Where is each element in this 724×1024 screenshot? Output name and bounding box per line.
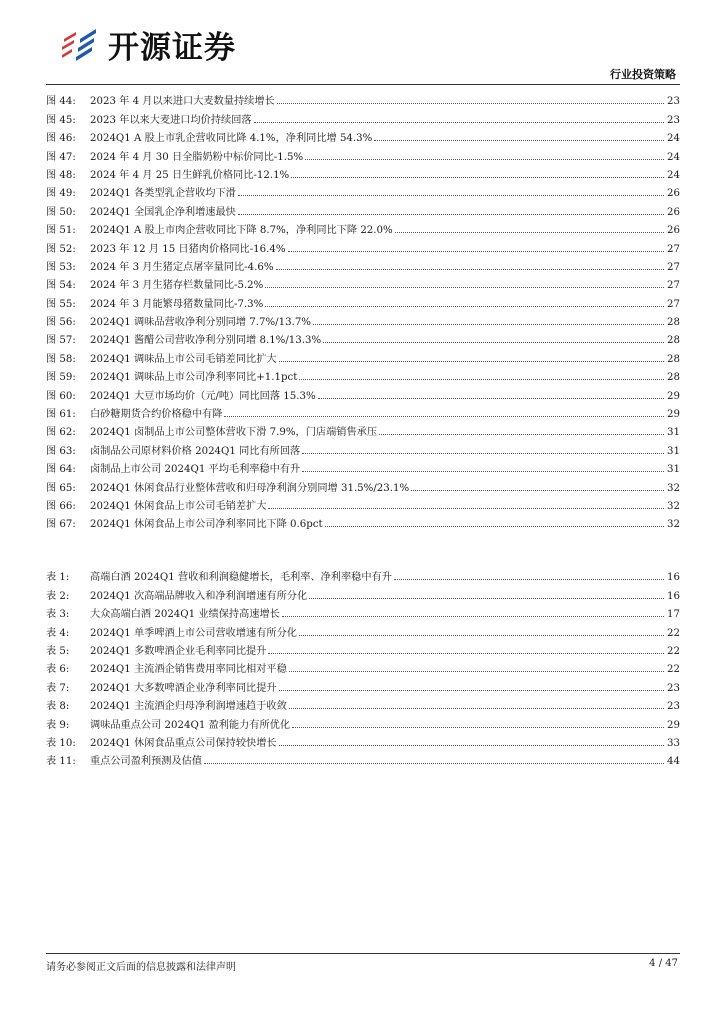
toc-entry-title[interactable]: 大众高端白酒 2024Q1 业绩保持高速增长: [90, 609, 280, 621]
toc-entry-page: 28: [667, 335, 680, 347]
toc-entry-title[interactable]: 2024Q1 大豆市场均价（元/吨）同比回落 15.3%: [90, 390, 316, 402]
footer-disclaimer: 请务必参阅正文后面的信息披露和法律声明: [46, 962, 236, 973]
figure-entry[interactable]: [46, 273, 680, 291]
toc-entry-label: 图 60:: [46, 390, 76, 402]
dot-leader: [323, 342, 664, 343]
toc-entry-title[interactable]: 2024Q1 休闲食品重点公司保持较快增长: [90, 737, 277, 749]
dot-leader: [265, 287, 664, 288]
table-entry[interactable]: [46, 565, 680, 583]
figure-entry[interactable]: [46, 218, 680, 236]
toc-entry-title[interactable]: 2024Q1 全国乳企净利增速最快: [90, 206, 236, 218]
toc-entry-title[interactable]: 2024Q1 休闲食品上市公司净利率同比下降 0.6pct: [90, 519, 323, 531]
toc-entry-title[interactable]: 2024Q1 卤制品上市公司整体营收下滑 7.9%，门店端销售承压: [90, 427, 378, 439]
dot-leader: [289, 708, 664, 709]
figure-entry[interactable]: [46, 402, 680, 420]
dot-leader: [302, 453, 664, 454]
toc-entry-title[interactable]: 调味品重点公司 2024Q1 盈利能力有所优化: [90, 719, 291, 731]
toc-entry-page: 17: [667, 609, 680, 621]
dot-leader: [282, 616, 664, 617]
figure-entry[interactable]: [46, 163, 680, 181]
dot-leader: [395, 232, 664, 233]
dot-leader: [291, 177, 664, 178]
toc-entry-label: 图 61:: [46, 409, 76, 421]
toc-entry-label: 表 11:: [46, 756, 76, 768]
dot-leader: [279, 361, 664, 362]
table-list: [46, 565, 680, 767]
toc-entry-label: 表 2:: [46, 590, 70, 602]
table-entry[interactable]: [46, 675, 680, 693]
toc-entry-label: 图 57:: [46, 335, 76, 347]
toc-entry-label: 表 3:: [46, 609, 70, 621]
figure-entry[interactable]: [46, 365, 680, 383]
toc-entry-page: 28: [667, 372, 680, 384]
toc-entry-label: 表 8:: [46, 701, 70, 713]
toc-entry-label: 表 1:: [46, 572, 70, 584]
toc-entry-page: 27: [667, 280, 680, 292]
dot-leader: [279, 690, 664, 691]
toc-entry-page: 31: [667, 464, 680, 476]
dot-leader: [279, 745, 664, 746]
toc-entry-label: 图 51:: [46, 225, 76, 237]
dot-leader: [276, 269, 664, 270]
toc-entry-page: 26: [667, 188, 680, 200]
toc-entry-label: 表 5:: [46, 645, 70, 657]
toc-entry-title[interactable]: 2024Q1 单季啤酒上市公司营收增速有所分化: [90, 627, 297, 639]
toc-entry-label: 图 64:: [46, 464, 76, 476]
toc-entry-label: 图 53:: [46, 261, 76, 273]
toc-entry-page: 23: [667, 682, 680, 694]
toc-entry-title[interactable]: 2024 年 3 月生猪存栏数量同比-5.2%: [90, 280, 264, 292]
table-entry[interactable]: [46, 712, 680, 730]
toc-entry-page: 27: [667, 298, 680, 310]
toc-entry-title[interactable]: 2023 年 12 月 15 日猪肉价格同比-16.4%: [90, 243, 286, 255]
toc-entry-title[interactable]: 2024 年 3 月生猪定点屠宰量同比-4.6%: [90, 261, 274, 273]
dot-leader: [299, 635, 664, 636]
dot-leader: [277, 103, 664, 104]
toc-entry-page: 24: [667, 133, 680, 145]
toc-entry-page: 23: [667, 114, 680, 126]
toc-entry-title[interactable]: 2024Q1 各类型乳企营收均下滑: [90, 188, 236, 200]
toc-entry-page: 24: [667, 169, 680, 181]
toc-entry-page: 29: [667, 719, 680, 731]
toc-entry-label: 表 6:: [46, 664, 70, 676]
dot-leader: [318, 398, 664, 399]
toc-entry-page: 23: [667, 96, 680, 108]
toc-entry-title[interactable]: 卤制品公司原材料价格 2024Q1 同比有所回落: [90, 445, 301, 457]
toc-entry-label: 图 56:: [46, 317, 76, 329]
dot-leader: [379, 434, 664, 435]
toc-entry-label: 图 52:: [46, 243, 76, 255]
dot-leader: [305, 159, 664, 160]
toc-entry-label: 图 62:: [46, 427, 76, 439]
dot-leader: [374, 140, 664, 141]
figure-entry[interactable]: [46, 475, 680, 493]
toc-entry-page: 44: [667, 756, 680, 768]
table-entry[interactable]: [46, 731, 680, 749]
figure-entry[interactable]: [46, 420, 680, 438]
toc-entry-page: 31: [667, 445, 680, 457]
figure-entry[interactable]: [46, 255, 680, 273]
figure-entry[interactable]: [46, 310, 680, 328]
toc-entry-label: 图 54:: [46, 280, 76, 292]
toc-entry-page: 32: [667, 519, 680, 531]
toc-entry-title[interactable]: 2024Q1 调味品上市公司净利率同比+1.1pct: [90, 372, 298, 384]
figure-entry[interactable]: [46, 512, 680, 530]
dot-leader: [292, 727, 664, 728]
toc-entry-label: 图 48:: [46, 169, 76, 181]
table-entry[interactable]: [46, 583, 680, 601]
toc-entry-label: 图 58:: [46, 353, 76, 365]
toc-entry-title[interactable]: 2024Q1 调味品营收净利分别同增 7.7%/13.7%: [90, 317, 311, 329]
table-entry[interactable]: [46, 620, 680, 638]
section-label: 行业投资策略: [610, 68, 676, 81]
toc-entry-title[interactable]: 2024 年 4 月 30 日全脂奶粉中标价同比-1.5%: [90, 151, 304, 163]
toc-entry-title[interactable]: 卤制品上市公司 2024Q1 平均毛利率稳中有升: [90, 464, 301, 476]
brand-name: 开源证券: [108, 30, 236, 66]
figure-entry[interactable]: [46, 199, 680, 217]
dot-leader: [302, 471, 664, 472]
kaiyuan-logo-icon: [58, 25, 100, 65]
toc-entry-page: 22: [667, 645, 680, 657]
toc-entry-label: 图 49:: [46, 188, 76, 200]
toc-entry-label: 图 67:: [46, 519, 76, 531]
toc-entry-page: 26: [667, 206, 680, 218]
page-number: 4 / 47: [649, 958, 678, 969]
figure-entry[interactable]: [46, 291, 680, 309]
toc-entry-page: 31: [667, 427, 680, 439]
toc-entry-label: 图 44:: [46, 96, 76, 108]
figure-entry[interactable]: [46, 89, 680, 107]
dot-leader: [254, 122, 664, 123]
figure-entry[interactable]: [46, 494, 680, 512]
toc-entry-label: 图 66:: [46, 500, 76, 512]
dot-leader: [394, 579, 664, 580]
toc-entry-label: 图 45:: [46, 114, 76, 126]
toc-entry-page: 22: [667, 664, 680, 676]
toc-entry-title[interactable]: 2024Q1 休闲食品行业整体营收和归母净利润分别同增 31.5%/23.1%: [90, 482, 410, 494]
dot-leader: [325, 526, 664, 527]
toc-entry-title[interactable]: 2024Q1 A 股上市乳企营收同比降 4.1%，净利同比增 54.3%: [90, 133, 373, 145]
toc-entry-label: 表 4:: [46, 627, 70, 639]
toc-entry-title[interactable]: 高端白酒 2024Q1 营收和利润稳健增长，毛利率、净利率稳中有升: [90, 572, 392, 584]
toc-entry-title[interactable]: 2024 年 4 月 25 日生鲜乳价格同比-12.1%: [90, 169, 290, 181]
toc-entry-page: 27: [667, 243, 680, 255]
table-entry[interactable]: [46, 639, 680, 657]
toc-entry-page: 33: [667, 737, 680, 749]
toc-entry-label: 图 55:: [46, 298, 76, 310]
figure-entry[interactable]: [46, 383, 680, 401]
dot-leader: [411, 490, 664, 491]
dot-leader: [288, 251, 664, 252]
dot-leader: [238, 195, 664, 196]
toc-entry-title[interactable]: 重点公司盈利预测及估值: [90, 756, 203, 768]
toc-entry-page: 28: [667, 317, 680, 329]
toc-entry-label: 图 50:: [46, 206, 76, 218]
toc-entry-page: 16: [667, 590, 680, 602]
dot-leader: [204, 763, 664, 764]
footer-divider: [46, 953, 680, 954]
toc-entry-page: 32: [667, 500, 680, 512]
toc-entry-title[interactable]: 2024Q1 大多数啤酒企业净利率同比提升: [90, 682, 277, 694]
toc-entry-page: 28: [667, 353, 680, 365]
toc-entry-title[interactable]: 2024Q1 主流酒企归母净利润增速趋于收敛: [90, 701, 287, 713]
toc-entry-title[interactable]: 白砂糖期货合约价格稳中有降: [90, 409, 223, 421]
dot-leader: [238, 214, 664, 215]
toc-entry-page: 16: [667, 572, 680, 584]
dot-leader: [309, 598, 664, 599]
figure-entry[interactable]: [46, 438, 680, 456]
figure-entry[interactable]: [46, 144, 680, 162]
dot-leader: [299, 379, 664, 380]
table-entry[interactable]: [46, 602, 680, 620]
toc-entry-page: 26: [667, 225, 680, 237]
header-divider: [46, 84, 680, 85]
toc-entry-title[interactable]: 2024 年 3 月能繁母猪数量同比-7.3%: [90, 298, 264, 310]
toc-entry-page: 22: [667, 627, 680, 639]
toc-entry-page: 23: [667, 701, 680, 713]
toc-entry-title[interactable]: 2024Q1 酱醋公司营收净利分别同增 8.1%/13.3%: [90, 335, 322, 347]
dot-leader: [265, 306, 664, 307]
table-entry[interactable]: [46, 657, 680, 675]
toc-entry-page: 29: [667, 390, 680, 402]
toc-entry-page: 32: [667, 482, 680, 494]
toc-entry-page: 24: [667, 151, 680, 163]
toc-entry-page: 29: [667, 409, 680, 421]
toc-entry-title[interactable]: 2024Q1 A 股上市肉企营收同比下降 8.7%，净利同比下降 22.0%: [90, 225, 393, 237]
toc-entry-label: 图 59:: [46, 372, 76, 384]
toc-entry-label: 图 46:: [46, 133, 76, 145]
toc-entry-title[interactable]: 2024Q1 多数啤酒企业毛利率同比提升: [90, 645, 267, 657]
toc-entry-label: 表 9:: [46, 719, 70, 731]
toc-entry-page: 27: [667, 261, 680, 273]
dot-leader: [224, 416, 664, 417]
toc-entry-title[interactable]: 2024Q1 休闲食品上市公司毛销差扩大: [90, 500, 267, 512]
figure-list: [46, 89, 680, 530]
company-logo: [58, 22, 236, 67]
page-header: [0, 0, 724, 88]
toc-entry-title[interactable]: 2024Q1 主流酒企销售费用率同比相对平稳: [90, 664, 287, 676]
figure-entry[interactable]: [46, 181, 680, 199]
figure-entry[interactable]: [46, 107, 680, 125]
toc-entry-title[interactable]: 2024Q1 调味品上市公司毛销差同比扩大: [90, 353, 277, 365]
table-entry[interactable]: [46, 749, 680, 767]
figure-entry[interactable]: [46, 236, 680, 254]
figure-entry[interactable]: [46, 457, 680, 475]
toc-entry-label: 图 65:: [46, 482, 76, 494]
dot-leader: [268, 653, 664, 654]
toc-entry-label: 表 10:: [46, 737, 76, 749]
toc-entry-title[interactable]: 2023 年 4 月以来进口大麦数量持续增长: [90, 96, 275, 108]
dot-leader: [268, 508, 664, 509]
dot-leader: [313, 324, 664, 325]
toc-entry-title[interactable]: 2023 年以来大麦进口均价持续回落: [90, 114, 252, 126]
figure-entry[interactable]: [46, 346, 680, 364]
table-entry[interactable]: [46, 694, 680, 712]
toc-entry-label: 表 7:: [46, 682, 70, 694]
toc-entry-title[interactable]: 2024Q1 次高端品牌收入和净利润增速有所分化: [90, 590, 308, 602]
dot-leader: [289, 671, 664, 672]
figure-entry[interactable]: [46, 328, 680, 346]
toc-entry-label: 图 63:: [46, 445, 76, 457]
toc-entry-label: 图 47:: [46, 151, 76, 163]
figure-entry[interactable]: [46, 126, 680, 144]
